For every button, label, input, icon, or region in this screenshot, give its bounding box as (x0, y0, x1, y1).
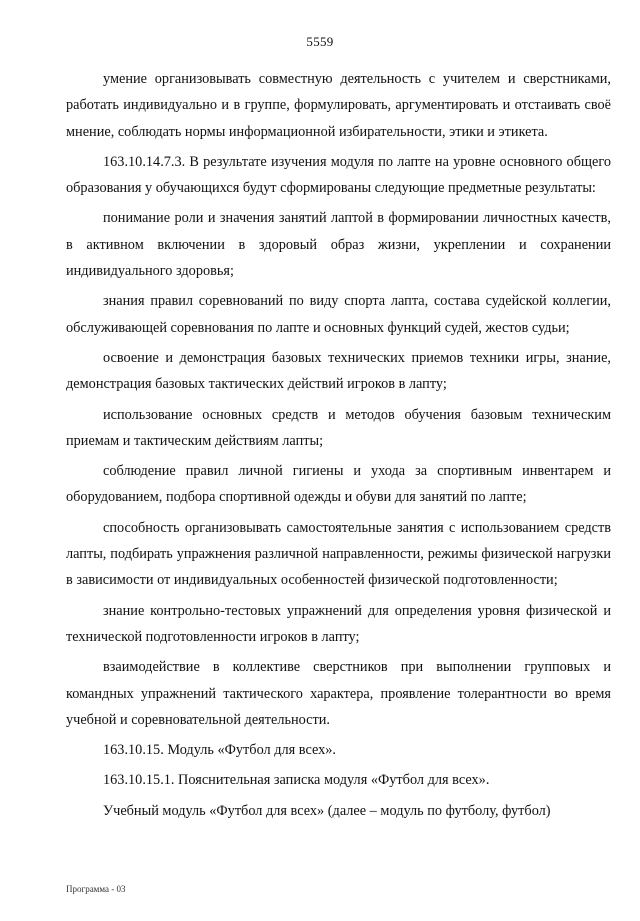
paragraph-module-football-heading: 163.10.15. Модуль «Футбол для всех». (103, 742, 337, 759)
paragraph-result-technique: освоение и демонстрация базовых технических приемов техники игры, знание, демонстрация базовых тактических действий игроков в лапту; (66, 349, 611, 393)
paragraph-football-explanatory-note: 163.10.15.1. Пояснительная записка модуля «Футбол для всех». (103, 772, 490, 789)
paragraph-result-rules-knowledge: знания правил соревнований по виду спорта лапта, состава судейской коллегии, обслуживающей соревнования по лапте и основных функций судей, жестов судьи; (66, 293, 611, 336)
paragraph-skills-continuation: умение организовывать совместную деятельность с учителем и сверстниками, работать индивидуально и в группе, формулировать, аргументировать и отстаивать своё мнение, соблюдать нормы информационной избирательности, этики и этикета. (66, 71, 611, 140)
paragraph-result-tests: знание контрольно-тестовых упражнений для определения уровня физической и технической подготовленности игроков в лапту; (66, 602, 611, 645)
paragraph-result-self-training: способность организовывать самостоятельные занятия с использованием средств лапты, подбирать упражнения различной направленности, режимы физической нагрузки в зависимости от индивидуальных особенностей физической подготовленности; (66, 519, 611, 589)
paragraph-result-hygiene: соблюдение правил личной гигиены и ухода за спортивным инвентарем и оборудованием, подбора спортивной одежды и обуви для занятий по лапте; (66, 463, 611, 506)
paragraph-section-heading-lapta-results: 163.10.14.7.3. В результате изучения модуля по лапте на уровне основного общего образования у обучающихся будут сформированы следующие предметные результаты: (66, 153, 611, 197)
paragraph-result-teamwork: взаимодействие в коллективе сверстников при выполнении групповых и командных упражнений тактического характера, проявление толерантности во время учебной и соревновательной деятельности. (66, 659, 611, 728)
page-footer: Программа - 03 (66, 884, 126, 894)
paragraph-football-intro: Учебный модуль «Футбол для всех» (далее – модуль по футболу, футбол) (103, 802, 551, 819)
document-body (66, 66, 611, 828)
paragraph-result-training-methods: использование основных средств и методов обучения базовым техническим приемам и тактическим действиям лапты; (66, 406, 611, 449)
paragraph-result-role-understanding: понимание роли и значения занятий лаптой в формировании личностных качеств, в активном включении в здоровый образ жизни, укреплении и сохранении индивидуального здоровья; (66, 210, 611, 280)
page-number: 5559 (306, 34, 334, 49)
